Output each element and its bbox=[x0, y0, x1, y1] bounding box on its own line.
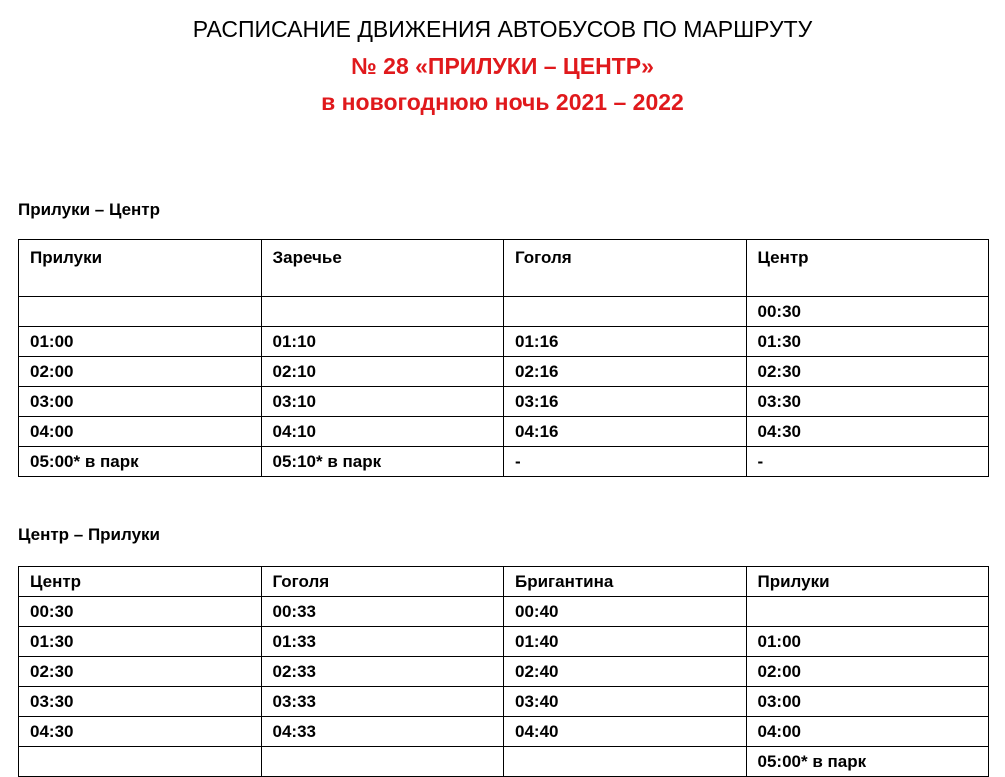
table-cell: 01:10 bbox=[261, 327, 504, 357]
column-header: Заречье bbox=[261, 240, 504, 297]
table-cell: 02:16 bbox=[504, 357, 747, 387]
table-row bbox=[19, 357, 989, 387]
table-row bbox=[19, 627, 989, 657]
table-row bbox=[19, 297, 989, 327]
table-cell: 04:16 bbox=[504, 417, 747, 447]
table-cell: - bbox=[504, 447, 747, 477]
table-row bbox=[19, 327, 989, 357]
table-cell: 02:30 bbox=[746, 357, 989, 387]
column-header: Гоголя bbox=[261, 567, 504, 597]
table-cell bbox=[504, 747, 747, 777]
table-row bbox=[19, 657, 989, 687]
table-header-row bbox=[19, 240, 989, 297]
table-cell: 05:00* в парк bbox=[19, 447, 262, 477]
table-cell: 00:30 bbox=[19, 597, 262, 627]
table-cell: - bbox=[746, 447, 989, 477]
table-row bbox=[19, 687, 989, 717]
schedule-table-priluki-center bbox=[18, 239, 989, 477]
table-cell: 01:40 bbox=[504, 627, 747, 657]
section-heading-center-priluki: Центр – Прилуки bbox=[18, 525, 161, 544]
section-heading-priluki-center: Прилуки – Центр bbox=[18, 200, 161, 219]
table-cell: 02:00 bbox=[746, 657, 989, 687]
table-cell bbox=[19, 297, 262, 327]
table-cell: 05:00* в парк bbox=[746, 747, 989, 777]
table-cell: 01:00 bbox=[746, 627, 989, 657]
table-cell: 01:16 bbox=[504, 327, 747, 357]
table-cell bbox=[261, 747, 504, 777]
table-cell: 03:30 bbox=[19, 687, 262, 717]
table-cell: 02:30 bbox=[19, 657, 262, 687]
table-cell: 01:33 bbox=[261, 627, 504, 657]
table-cell: 00:33 bbox=[261, 597, 504, 627]
table-cell bbox=[19, 747, 262, 777]
column-header: Прилуки bbox=[19, 240, 262, 297]
column-header: Гоголя bbox=[504, 240, 747, 297]
table-cell: 03:40 bbox=[504, 687, 747, 717]
column-header: Бригантина bbox=[504, 567, 747, 597]
date-subtitle: в новогоднюю ночь 2021 – 2022 bbox=[321, 89, 684, 115]
table-cell: 02:00 bbox=[19, 357, 262, 387]
table-cell: 03:33 bbox=[261, 687, 504, 717]
table-row bbox=[19, 717, 989, 747]
table-cell bbox=[261, 297, 504, 327]
table-cell: 02:33 bbox=[261, 657, 504, 687]
table-row bbox=[19, 747, 989, 777]
table-row bbox=[19, 387, 989, 417]
schedule-table-center-priluki bbox=[18, 566, 989, 777]
table-cell: 01:30 bbox=[19, 627, 262, 657]
table-cell: 02:40 bbox=[504, 657, 747, 687]
table-cell: 04:10 bbox=[261, 417, 504, 447]
table-cell: 03:00 bbox=[19, 387, 262, 417]
table-cell bbox=[746, 597, 989, 627]
table-cell: 03:00 bbox=[746, 687, 989, 717]
table-row bbox=[19, 417, 989, 447]
table-cell: 04:30 bbox=[746, 417, 989, 447]
table-cell: 03:10 bbox=[261, 387, 504, 417]
table-cell: 01:30 bbox=[746, 327, 989, 357]
table-cell: 04:30 bbox=[19, 717, 262, 747]
table-cell: 04:33 bbox=[261, 717, 504, 747]
column-header: Центр bbox=[19, 567, 262, 597]
table-cell: 04:00 bbox=[19, 417, 262, 447]
table-cell: 00:30 bbox=[746, 297, 989, 327]
table-cell: 03:16 bbox=[504, 387, 747, 417]
table-header-row bbox=[19, 567, 989, 597]
table-cell: 04:00 bbox=[746, 717, 989, 747]
table-cell: 02:10 bbox=[261, 357, 504, 387]
table-cell: 01:00 bbox=[19, 327, 262, 357]
document-title: РАСПИСАНИЕ ДВИЖЕНИЯ АВТОБУСОВ ПО МАРШРУТУ bbox=[192, 16, 813, 42]
table-row bbox=[19, 447, 989, 477]
table-cell: 00:40 bbox=[504, 597, 747, 627]
column-header: Центр bbox=[746, 240, 989, 297]
table-row bbox=[19, 597, 989, 627]
table-cell: 03:30 bbox=[746, 387, 989, 417]
table-cell: 04:40 bbox=[504, 717, 747, 747]
route-title: № 28 «ПРИЛУКИ – ЦЕНТР» bbox=[351, 53, 654, 79]
table-cell: 05:10* в парк bbox=[261, 447, 504, 477]
column-header: Прилуки bbox=[746, 567, 989, 597]
table-cell bbox=[504, 297, 747, 327]
